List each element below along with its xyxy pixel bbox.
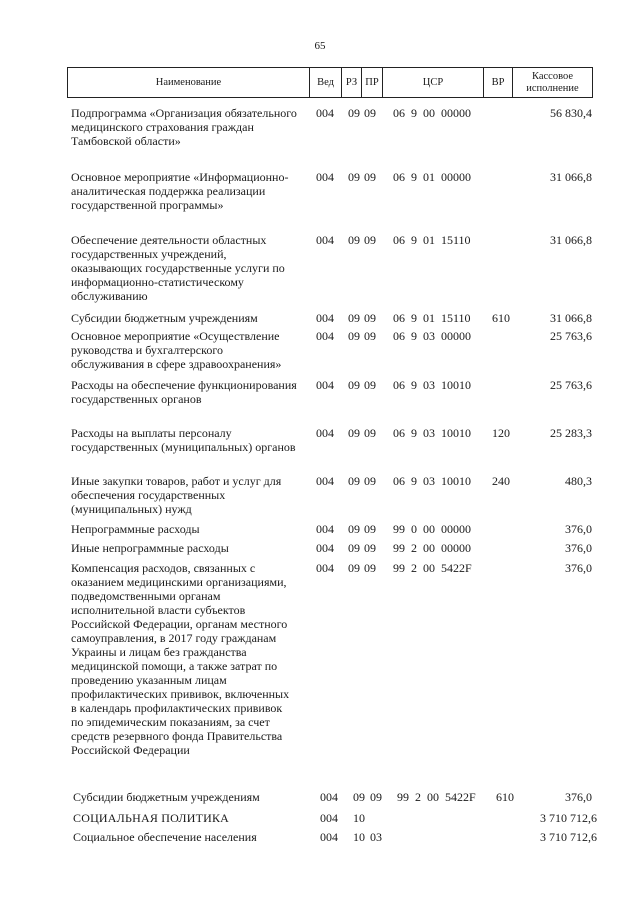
row-rz: 09 [348, 522, 360, 536]
row-pr: 03 [370, 830, 382, 844]
row-amount: 376,0 [565, 561, 592, 575]
row-csr: 99 2 00 5422F [393, 561, 472, 575]
row-amount: 25 763,6 [550, 329, 592, 343]
row-rz: 09 [348, 378, 360, 392]
row-amount: 3 710 712,6 [540, 811, 597, 825]
row-amount: 31 066,8 [550, 170, 592, 184]
row-ved: 004 [316, 541, 334, 555]
row-name: Подпрограмма «Организация обязательного медицинского страхования граждан Тамбовской области» [71, 106, 297, 148]
row-pr: 09 [364, 170, 376, 184]
row-csr: 06 9 03 10010 [393, 378, 471, 392]
row-csr: 99 2 00 00000 [393, 541, 471, 555]
row-ved: 004 [316, 311, 334, 325]
row-name: Расходы на выплаты персоналу государственных (муниципальных) органов [71, 426, 296, 454]
row-amount: 480,3 [565, 474, 592, 488]
row-rz: 09 [348, 561, 360, 575]
row-ved: 004 [316, 106, 334, 120]
row-name: СОЦИАЛЬНАЯ ПОЛИТИКА [73, 811, 230, 825]
row-ved: 004 [316, 474, 334, 488]
row-pr: 09 [364, 378, 376, 392]
row-rz: 09 [348, 426, 360, 440]
row-name: Иные непрограммные расходы [71, 541, 229, 555]
row-name: Субсидии бюджетным учреждениям [73, 790, 260, 804]
row-rz: 09 [353, 790, 365, 804]
row-pr: 09 [364, 233, 376, 247]
row-amount: 376,0 [565, 790, 592, 804]
row-vr: 120 [492, 426, 510, 440]
row-csr: 06 9 01 15110 [393, 233, 471, 247]
row-pr: 09 [364, 426, 376, 440]
header-amount-line2: исполнение [526, 82, 579, 94]
row-csr: 06 9 03 10010 [393, 474, 471, 488]
row-vr: 610 [496, 790, 514, 804]
row-name: Непрограммные расходы [71, 522, 200, 536]
header-rz: РЗ [341, 67, 361, 98]
row-pr: 09 [364, 541, 376, 555]
header-csr: ЦСР [382, 67, 483, 98]
row-vr: 610 [492, 311, 510, 325]
row-rz: 09 [348, 233, 360, 247]
row-ved: 004 [320, 811, 338, 825]
row-csr: 06 9 00 00000 [393, 106, 471, 120]
row-csr: 06 9 03 10010 [393, 426, 471, 440]
row-csr: 99 0 00 00000 [393, 522, 471, 536]
row-csr: 06 9 01 15110 [393, 311, 471, 325]
row-amount: 376,0 [565, 522, 592, 536]
row-ved: 004 [316, 329, 334, 343]
row-ved: 004 [316, 426, 334, 440]
header-amount [512, 67, 593, 98]
row-name: Обеспечение деятельности областных государственных учреждений, оказывающих государственные услуги по информационно-статистическому обслуживанию [71, 233, 285, 303]
header-pr: ПР [361, 67, 382, 98]
page-number: 65 [314, 40, 326, 52]
row-rz: 09 [348, 106, 360, 120]
row-pr: 09 [364, 561, 376, 575]
row-csr: 06 9 03 00000 [393, 329, 471, 343]
row-pr: 09 [364, 329, 376, 343]
row-ved: 004 [316, 522, 334, 536]
row-rz: 10 [353, 811, 365, 825]
row-name: Социальное обеспечение населения [73, 830, 257, 844]
row-name: Расходы на обеспечение функционирования государственных органов [71, 378, 297, 406]
row-pr: 09 [370, 790, 382, 804]
row-csr: 99 2 00 5422F [397, 790, 476, 804]
row-ved: 004 [316, 233, 334, 247]
row-ved: 004 [316, 561, 334, 575]
row-amount: 3 710 712,6 [540, 830, 597, 844]
row-pr: 09 [364, 474, 376, 488]
row-amount: 25 763,6 [550, 378, 592, 392]
row-amount: 25 283,3 [550, 426, 592, 440]
header-vr: ВР [483, 67, 512, 98]
row-ved: 004 [320, 790, 338, 804]
row-rz: 10 [353, 830, 365, 844]
row-amount: 31 066,8 [550, 233, 592, 247]
row-rz: 09 [348, 474, 360, 488]
header-name: Наименование [67, 67, 309, 98]
row-ved: 004 [320, 830, 338, 844]
row-name: Иные закупки товаров, работ и услуг для обеспечения государственных (муниципальных) нужд [71, 474, 282, 516]
row-ved: 004 [316, 170, 334, 184]
row-vr: 240 [492, 474, 510, 488]
row-pr: 09 [364, 522, 376, 536]
row-pr: 09 [364, 106, 376, 120]
row-csr: 06 9 01 00000 [393, 170, 471, 184]
header-ved: Вед [309, 67, 341, 98]
row-amount: 56 830,4 [550, 106, 592, 120]
row-amount: 376,0 [565, 541, 592, 555]
row-ved: 004 [316, 378, 334, 392]
row-rz: 09 [348, 170, 360, 184]
row-rz: 09 [348, 311, 360, 325]
row-name: Основное мероприятие «Информационно-аналитическая поддержка реализации государственной программы» [71, 170, 289, 212]
row-name: Компенсация расходов, связанных с оказанием медицинскими организациями, подведомственными органам исполнительной власти субъектов Российской Федерации, органам местного самоуправления, в 2017 году гражданам Украины и лицам без гражданства медицинской помощи, а также затрат по проведению указанным лицам профилактических прививок, включенных в календарь профилактических прививок по эпидемическим показаниям, за счет средств резервного фонда Правительства Российской Федерации [71, 561, 290, 757]
row-amount: 31 066,8 [550, 311, 592, 325]
header-amount-line1: Кассовое [531, 71, 574, 83]
row-rz: 09 [348, 541, 360, 555]
row-name: Основное мероприятие «Осуществление руководства и бухгалтерского обслуживания в сфере здравоохранения» [71, 329, 282, 371]
row-pr: 09 [364, 311, 376, 325]
row-name: Субсидии бюджетным учреждениям [71, 311, 258, 325]
row-rz: 09 [348, 329, 360, 343]
